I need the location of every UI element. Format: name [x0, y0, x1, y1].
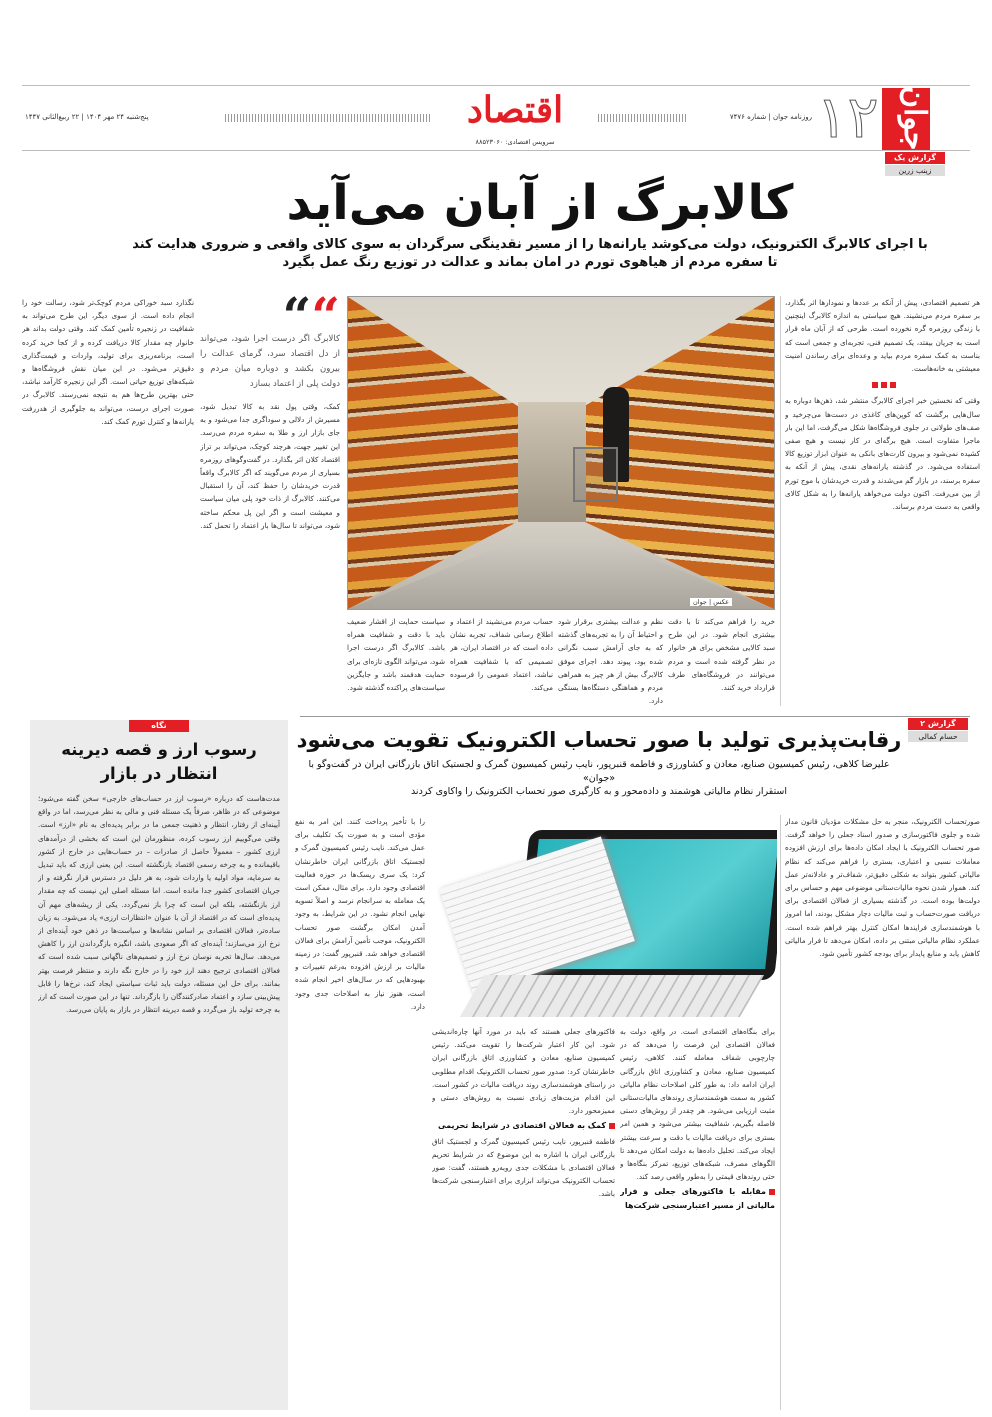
sidebar-box — [30, 720, 288, 1410]
quote-mark-icon: ““ — [282, 286, 340, 345]
article1-column-left-1: کمک، وقتی پول نقد به کالا تبدیل شود، مسیرش از دلالی و سوداگری جدا می‌شود و به جای بازار ارز و طلا به سفره مردم می‌رسد. این تغییر جهت، هرچند کوچک، می‌تواند بر تراز اقتصاد کلان اثر بگذارد. در گفت‌وگوهای روزمره بسیاری از مردم می‌گویند که اگر کالابرگ واقعاً قدرت خریدشان را حفظ کند، آن را استقبال می‌کنند. کالابرگ از ذات خود پلی میان سیاست و معیشت است و اگر این پل محکم ساخته شود، می‌تواند تا سال‌ها بار اعتماد را تحمل کند. — [200, 402, 340, 530]
section-phone: سرویس اقتصادی: ۸۸۵۲۳۰۶۰ — [475, 138, 555, 146]
article2-subheads — [295, 758, 903, 799]
article1-author: زینب زرین — [885, 165, 945, 176]
paragraph: وقتی که نخستین خبر اجرای کالابرگ منتشر شد، ذهن‌ها دوباره به سال‌هایی برگشت که کوپن‌های کاغذی در دست‌ها می‌چرخید و صف‌های طولانی در جلوی فروشگاه‌ها شکل می‌گرفت، اما این بار ماجرا متفاوت است. هیچ برگه‌ای در کار نیست و هیچ صفی کشیده نمی‌شود و بیرون کارت‌های بانکی به عنوان ابزار توزیع کالا استفاده می‌شود. در گذشته یارانه‌های نقدی، پیش از آنکه به سفره برسند، در بازار گم می‌شدند و قدرت خریدشان با موج تورم از بین می‌رفت. اکنون دولت می‌خواهد یارانه‌ها را به شکل کالای واقعی به دست مردم برساند. — [785, 396, 980, 512]
article1-column-right — [785, 296, 980, 706]
article1-column-mid-4: سیاست حمایت از اقشار ضعیف باید با دقت و شفافیت همراه باشد. کالابرگ اگر درست اجرا شود، می‌تواند الگوی تازه‌ای برای حمایت هدفمند باشد و جایگزین سیاست‌های پراکنده گذشته شود. — [347, 617, 445, 693]
article1-left-stack — [200, 286, 340, 707]
article2-subhead-1: علیرضا کلاهی، رئیس کمیسیون صنایع، معادن و کشاورزی و فاطمه قنبرپور، نایب رئیس کمیسیون گمرک و لجستیک اتاق بازرگانی ایران در گفت‌وگو با «جوان» — [308, 759, 890, 784]
article2-kicker: گزارش ۲ — [908, 718, 968, 730]
newspaper-logo: جوان — [882, 88, 930, 150]
article1-subhead-1: با اجرای کالابرگ الکترونیک، دولت می‌کوشد یارانه‌ها را از مسیر نقدینگی سرگردان به سوی کالای واقعی و ضروری هدایت کند — [132, 237, 928, 252]
column-divider — [780, 815, 781, 1410]
section-title: اقتصاد — [466, 89, 564, 131]
paragraph: فاکتورهای جعلی هستند که باید در مورد آنها چاره‌اندیشی شود. این کار اعتبار شرکت‌ها را تقویت می‌کند. رئیس کمیسیون صنایع، معادن و کشاورزی اتاق بازرگانی ایران خاطرنشان کرد: صدور صور تحساب الکترونیک اقدام مطلوبی در راستای هوشمندسازی روند دریافت مالیات در کشور است. این اقدام مزیت‌های زیادی نسبت به روش‌های دستی و ممیزمحور دارد. — [432, 1027, 615, 1116]
paragraph: هر تصمیم اقتصادی، پیش از آنکه بر عددها و نمودارها اثر بگذارد، بر سفره مردم می‌نشیند. هیچ سیاستی به اندازه کالابرگ اینچنین با زندگی روزمره گره نخورده است. طرحی که از آبان ماه قرار است به جریان بیفتد، یک تصمیم فنی، تجربه‌ای و جمعی است که بناست به کمک سفره مردم بیاید و وعده‌ای برای رساندن امنیت معیشتی به خانه‌هاست. — [785, 298, 980, 374]
article1-subhead-2: تا سفره مردم از هیاهوی تورم در امان بماند و عدالت در توزیع رنگ عمل بگیرد — [282, 255, 778, 270]
article2-top-rule — [300, 716, 970, 717]
article2-subhead-2: استقرار نظام مالیاتی هوشمند و داده‌محور و به کارگیری صور تحساب الکترونیک را واکاوی کردند — [410, 786, 788, 797]
header-hatch-right — [598, 114, 688, 122]
article1-column-left-2: نگذارد سبد خوراکی مردم کوچک‌تر شود، رسالت خود را انجام داده است. از سوی دیگر، این طرح می‌تواند به شفافیت در زنجیره تأمین کمک کند. وقتی دولت بداند هر خانوار چه مقدار کالا دریافت کرده و از کجا خرید کرده است، برنامه‌ریزی برای تولید، واردات و قیمت‌گذاری دقیق‌تر می‌شود. در این میان نقش فروشگاه‌ها و شبکه‌های توزیع حیاتی است. اگر این زنجیره کارآمد نباشد، حتی بهترین طرح‌ها هم به نتیجه نمی‌رسند. کالابرگ در صورت اجرای درست، می‌تواند به جلوگیری از هدررفت یارانه‌ها و کنترل تورم کمک کند. — [22, 298, 194, 426]
paper-info: روزنامه جوان | شماره ۷۴۷۶ — [727, 113, 812, 121]
article1-column-mid-2: نظم و عدالت بیشتری برقرار شود و احتیاط آن را به تجربه‌های گذشته که به جای آرامش سبب نگرانی شده بود، پیوند دهد. اجرای موفق کالابرگ بیش از هر چیز به همراهی مردم و هماهنگی دستگاه‌ها بستگی دارد. — [558, 617, 663, 706]
electronic-invoice-illustration — [432, 825, 777, 1020]
article2-header — [295, 722, 903, 814]
separator-squares — [785, 378, 980, 391]
article1-headline: کالابرگ از آبان می‌آید — [286, 175, 794, 231]
photo-caption: عکس | جوان — [690, 598, 732, 606]
article2-author: حسام کمالی — [908, 731, 968, 742]
article2-column-mid-right — [620, 1025, 775, 1410]
article1-kicker: گزارش یک — [885, 152, 945, 164]
sidebar-body: مدت‌هاست که درباره «رسوب ارز در حساب‌های خارجی» سخن گفته می‌شود؛ موضوعی که در ظاهر، صرفاً یک مسئله فنی و مالی به نظر می‌رسد، اما در واقع آیینه‌ای از رفتار، انتظار و ذهنیت جمعی ما در برابر پدیده‌ای به نام «ارز» است. وقتی می‌گوییم ارز رسوب کرده، منظورمان این است که بخشی از درآمدهای ارزی کشور – معمولاً حاصل از صادرات – در حساب‌هایی در خارج از کشور باقیمانده و به چرخه رسمی اقتصاد بازنگشته است. این یعنی ارزی که باید تبدیل به سرمایه، مواد اولیه یا واردات شود، به هر دلیل در دسترس قرار نگرفته و از جریان اقتصادی کشور جدا مانده است. اما مسئله اصلی این نیست که چه مقدار ارز بازنگشته، بلکه این است که چرا باز نمی‌گردد. یکی از ریشه‌های مهم آن پدیده‌ای است که در اقتصاد از آن با عنوان «انتظارات ارزی» یاد می‌شود. به زبان ساده‌تر، فعالان اقتصادی بر اساس نشانه‌ها و سیاست‌ها در ذهن خود آینده‌ای از نرخ ارز می‌سازند؛ آینده‌ای که اگر صعودی باشد، انگیزه بازگرداندن ارز را کاهش می‌دهد. سال‌ها تجربه نوسان نرخ ارز و تصمیم‌های ناگهانی سبب شده است که فعالان اقتصادی ترجیح دهند ارز خود را در خارج نگه دارند و منتظر فرصت بهتر بمانند. برای حل این مسئله، دولت باید ثبات سیاستی ایجاد کند، نرخ‌ها را قابل پیش‌بینی سازد و اعتماد صادرکنندگان را بازگرداند. تنها در این صورت است که ارز به چرخه تولید باز می‌گردد و قصه دیرینه انتظار در بازار به پایان می‌رسد. — [38, 794, 280, 1015]
article1-subheads — [130, 236, 930, 272]
supermarket-aisle-photo — [347, 296, 775, 610]
article2-column-left: را با تأخیر پرداخت کنند. این امر به نفع مؤدی است و به صورت یک تکلیف برای عمل می‌کند. نایب رئیس کمیسیون گمرک و لجستیک اتاق بازرگانی ایران خاطرنشان کرد: یک سری ریسک‌ها در حوزه فعالیت اقتصادی وجود دارد. برای مثال، ممکن است یک معامله به سرانجام نرسد و اصلاً تسویه نهایی انجام نشود. در این شرایط، به وجود آمدن امکان برگشت صور تحساب الکترونیک، موجب تأمین آرامش برای فعالان اقتصادی خواهد شد. قنبرپور گفت: در زمینه مالیات بر ارزش افزوده به‌رغم تغییرات و بهبودهایی که در سال‌های اخیر انجام شده است، هنوز نیاز به اصلاحات جدی وجود دارد. — [295, 817, 425, 1011]
issue-date: پنج‌شنبه ۲۴ مهر ۱۴۰۴ | ۲۲ ربیع‌الثانی ۱۴۴۷ — [25, 113, 152, 121]
section-heading — [620, 1185, 775, 1211]
article2-headline: رقابت‌پذیری تولید با صور تحساب الکترونیک تقویت می‌شود — [296, 728, 902, 752]
section-heading-text: کمک به فعالان اقتصادی در شرایط تحریمی — [438, 1121, 606, 1131]
article2-column-right: صورتحساب الکترونیک، منجر به حل مشکلات مؤدیان قانون مدار شده و جلوی فاکتورسازی و صدور اسناد جعلی را خواهد گرفت. صور تحساب الکترونیک با ایجاد امکان داده‌ها برای ارزش افزوده معاملات نسبی و اعتباری، بستری را فراهم می‌کند که نظام مالیاتی کشور بتواند به شکلی دقیق‌تر، شفاف‌تر و عادلانه‌تر عمل کند. هموار شدن نحوه مالیات‌ستانی موضوعی مهم و حساس برای دولت‌ها بوده است. در گذشته بسیاری از فعالان اقتصادی برای دریافت صورت‌حساب و ثبت مالیات دچار مشکل بودند، اما امروز با هوشمندسازی فرایندها امکان کنترل بهتر فراهم شده است. عملکرد نظام مالیاتی مبتنی بر داده، امکان می‌دهد تا فرار مالیاتی کاهش یابد و منابع پایدار برای بودجه کشور تأمین شود. — [785, 817, 980, 959]
section-heading-text: مقابله با فاکتورهای جعلی و فرار مالیاتی از مسیر اعتبارسنجی شرکت‌ها — [620, 1187, 775, 1210]
paragraph: فاطمه قنبرپور، نایب رئیس کمیسیون گمرک و لجستیک اتاق بازرگانی ایران با اشاره به این موضوع که در شرایط تحریم فعالان اقتصادی با مشکلات جدی روبه‌رو هستند، گفت: صور تحساب الکترونیک می‌تواند ابزاری برای اعتبارسنجی شرکت‌ها باشد. — [432, 1136, 615, 1199]
article2-column-mid-left — [432, 1025, 615, 1410]
page-number: ۱۲ — [816, 83, 879, 151]
column-divider — [780, 296, 781, 706]
article1-column-mid-1: خرید را فراهم می‌کند تا با دقت بیشتری انجام شود. در این طرح سبد کالایی مشخص برای هر خانوار در نظر گرفته شده است و مردم می‌توانند در فروشگاه‌های طرف قرارداد خرید کنند. — [668, 617, 775, 693]
sidebar-kicker: نگاه — [129, 720, 189, 732]
section-heading — [432, 1119, 615, 1132]
sidebar-headline: رسوب ارز و قصه دیرینه انتظار در بازار — [61, 740, 257, 783]
pull-quote: کالابرگ اگر درست اجرا شود، می‌تواند از دل اقتصاد سرد، گرمای عدالت را بیرون بکشد و دوباره میان مردم و دولت پلی از اعتماد بسازد — [200, 334, 340, 389]
header-hatch-left — [225, 114, 430, 122]
article1-column-mid-3: حساب مردم می‌نشیند از اعتماد و اطلاع رسانی شفاف، تجربه نشان داده است که در اقتصاد ایران، هر تصمیمی که با شفافیت همراه نباشد، اعتماد عمومی را فرسوده می‌کند. — [450, 617, 553, 693]
paragraph: برای بنگاه‌های اقتصادی است. در واقع، دولت به فعالان اقتصادی این فرصت را می‌دهد که در چارچوبی شفاف معامله کنند. کلاهی، رئیس کمیسیون صنایع، معادن و کشاورزی اتاق بازرگانی ایران ادامه داد: به طور کلی اصلاحات نظام مالیاتی کشور به سمت هوشمندسازی روندهای مالیات‌ستانی مثبت ارزیابی می‌شود. هر چقدر از روش‌های دستی فاصله بگیریم، شفافیت بیشتر می‌شود و همین امر بستری برای دریافت مالیات با دقت و سرعت بیشتر ایجاد می‌کند. تحلیل داده‌ها به دولت امکان می‌دهد تا الگوهای مصرف، شبکه‌های توزیع، تمرکز بنگاه‌ها و حتی روندهای قیمتی را به‌طور واقعی رصد کند. — [620, 1027, 775, 1182]
